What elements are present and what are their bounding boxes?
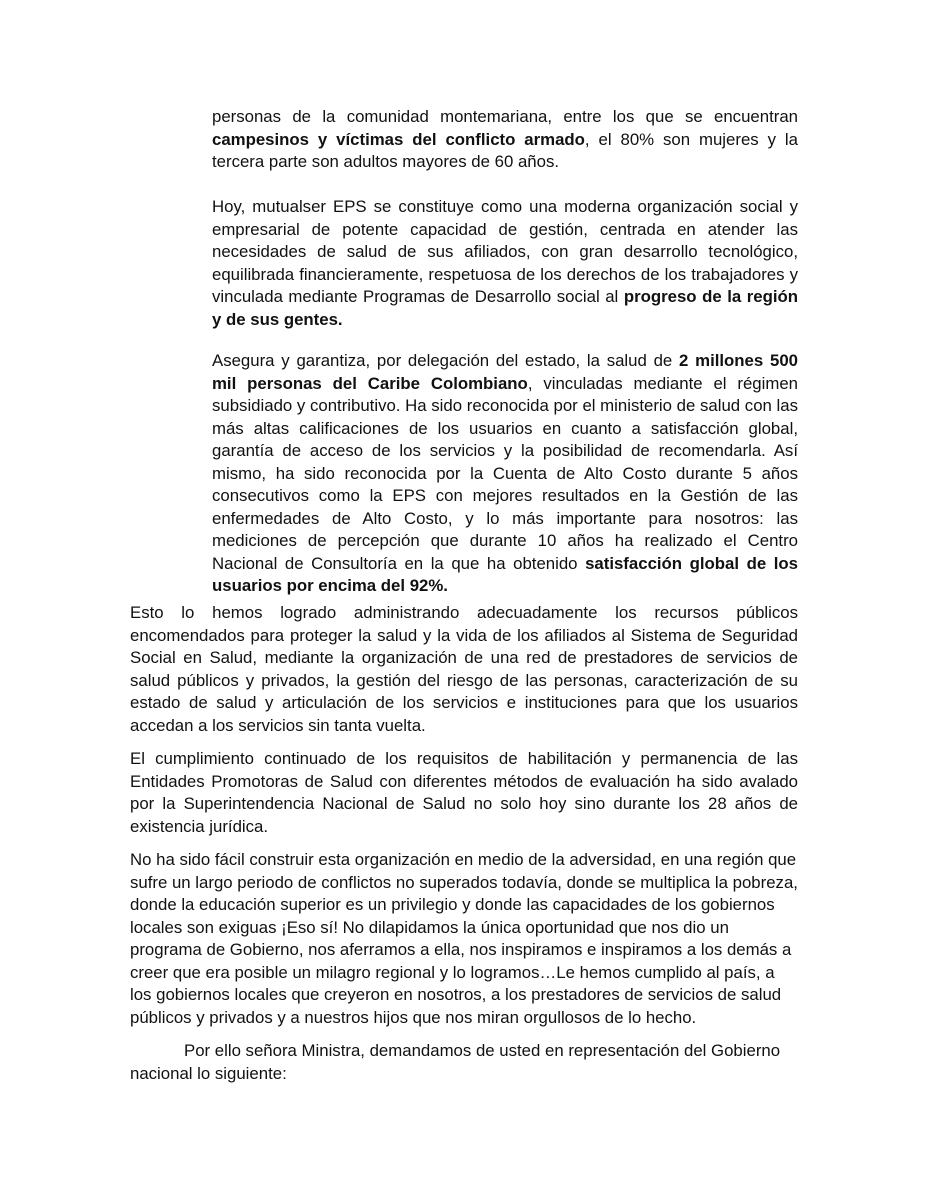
- paragraph-mutualser-today: [212, 196, 798, 331]
- p1-bold-text: campesinos y víctimas del conflicto armado: [212, 129, 585, 149]
- paragraph-adversity: No ha sido fácil construir esta organización en medio de la adversidad, en una región que sufre un largo periodo de conflictos no superados todavía, donde se multiplica la pobreza, donde la educación superior es un privilegio y donde las capacidades de los gobiernos locales son exiguas ¡Eso sí! No dilapidamos la única oportunidad que nos dio un programa de Gobierno, nos aferramos a ella, nos inspiramos e inspiramos a los demás a creer que era posible un milagro regional y lo logramos…Le hemos cumplido al país, a los gobiernos locales que creyeron en nosotros, a los prestadores de servicios de salud públicos y privados y a nuestros hijos que nos miran orgullosos de lo hecho.: [130, 850, 798, 1027]
- paragraph-request: Por ello señora Ministra, demandamos de usted en representación del Gobierno nacional lo siguiente:: [130, 1041, 781, 1083]
- p3-bold-text-2: satisfacción global de los usuarios por encima del 92%.: [212, 553, 798, 595]
- p1-text-a: personas de la comunidad montemariana, entre los que se encuentran: [212, 107, 798, 126]
- p2-bold-text: progreso de la región y de sus gentes.: [212, 287, 799, 329]
- paragraph-compliance: El cumplimiento continuado de los requisitos de habilitación y permanencia de las Entidades Promotoras de Salud con diferentes métodos de evaluación ha sido avalado por la Superintendencia Nacional de Salud no solo hoy sino durante los 28 años de existencia jurídica.: [130, 749, 798, 836]
- paragraph-community: [212, 106, 798, 174]
- paragraph-achievement: Esto lo hemos logrado administrando adecuadamente los recursos públicos encomendados para proteger la salud y la vida de los afiliados al Sistema de Seguridad Social en Salud, mediante la organización de una red de prestadores de servicios de salud públicos y privados, la gestión del riesgo de las personas, caracterización de su estado de salud y articulación de los servicios e instituciones para que los usuarios accedan a los servicios sin tanta vuelta.: [130, 603, 798, 735]
- p3-text-a: Asegura y garantiza, por delegación del estado, la salud de: [212, 351, 680, 370]
- p3-text-c: , vinculadas mediante el régimen subsidiado y contributivo. Ha sido reconocida por el ministerio de salud con las más altas calificaciones de los usuarios en cuanto a satisfacción global, garantía de acceso de los servicios y la posibilidad de recomendarla. Así mismo, ha sido reconocida por la Cuenta de Alto Costo durante 5 años consecutivos como la EPS con mejores resultados en la Gestión de las enfermedades de Alto Costo, y lo más importante para nosotros: las mediciones de percepción que durante 10 años ha realizado el Centro Nacional de Consultoría en la que ha obtenido: [212, 373, 799, 573]
- paragraph-coverage: [212, 350, 798, 598]
- p3-bold-text-1: 2 millones 500 mil personas del Caribe Colombiano: [212, 351, 799, 393]
- p1-text-c: , el 80% son mujeres y la tercera parte son adultos mayores de 60 años.: [212, 129, 798, 171]
- p2-text-a: Hoy, mutualser EPS se constituye como una moderna organización social y empresarial de potente capacidad de gestión, centrada en atender las necesidades de salud de sus afiliados, con gran desarrollo tecnológico, equilibrada financieramente, respetuosa de los derechos de los trabajadores y vinculada mediante Programas de Desarrollo social al: [212, 197, 798, 306]
